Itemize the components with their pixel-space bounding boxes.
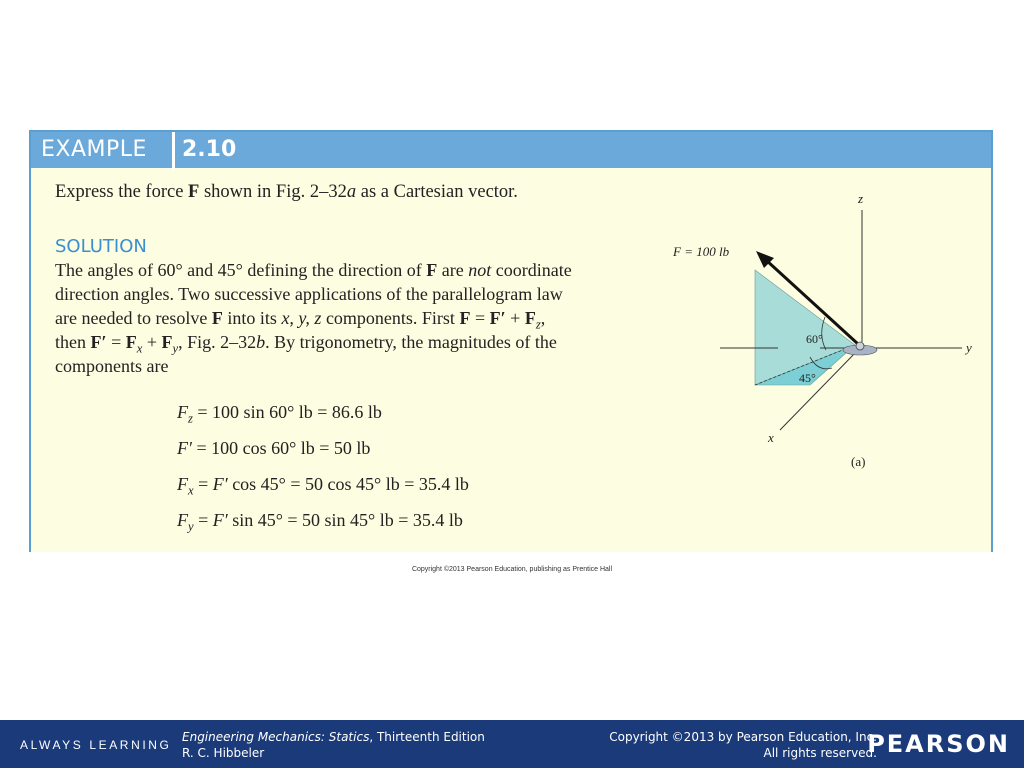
pin-icon [856, 342, 864, 350]
example-number: 2.10 [182, 137, 237, 162]
equation-fx: $F_x = F'$ cos 45° = 50 cos 45° lb = 35.4 lb [177, 474, 469, 498]
solution-line-4: then $F' = F_x + F_y$, Fig. 2–32b. By trigonometry, the magnitudes of the [55, 332, 557, 356]
figure-caption: (a) [851, 454, 866, 469]
solution-line-1: The angles of 60° and 45° defining the direction of F are not coordinate [55, 260, 572, 280]
z-axis-label: z [858, 191, 864, 206]
y-axis-label: y [966, 340, 972, 355]
example-divider [172, 132, 175, 170]
solution-line-2: direction angles. Two successive applications of the parallelogram law [55, 284, 563, 304]
equation-fz: $F_z = 100$ sin 60° lb = 86.6 lb [177, 402, 382, 426]
pearson-logo: PEARSON [867, 730, 1010, 758]
book-author: R. C. Hibbeler [182, 746, 265, 760]
angle-60-label: 60° [806, 332, 823, 346]
problem-statement: Express the force F shown in Fig. 2–32a as a Cartesian vector. [55, 182, 518, 202]
copyright-line-2: All rights reserved. [763, 746, 877, 760]
solution-heading: SOLUTION [55, 236, 147, 257]
force-diagram [660, 180, 990, 480]
always-learning-tagline: ALWAYS LEARNING [20, 738, 172, 752]
copyright-line-1: Copyright ©2013 by Pearson Education, Inc. [609, 730, 877, 744]
solution-line-3: are needed to resolve F into its x, y, z components. First $F = F' + F_z$, [55, 308, 546, 332]
force-label: F = 100 lb [673, 244, 730, 259]
equation-fprime: F′ = 100 cos 60° lb = 50 lb [177, 438, 371, 458]
equation-fy: $F_y = F'$ sin 45° = 50 sin 45° lb = 35.4 lb [177, 510, 463, 534]
solution-line-5: components are [55, 356, 169, 376]
copyright-info [609, 729, 877, 761]
book-edition: , Thirteenth Edition [369, 730, 485, 744]
example-label: EXAMPLE [41, 137, 147, 162]
x-axis-label: x [768, 430, 774, 445]
book-title: Engineering Mechanics: Statics [182, 730, 370, 744]
book-info [182, 729, 485, 761]
copyright-small: Copyright ©2013 Pearson Education, publishing as Prentice Hall [411, 566, 613, 573]
footer [0, 720, 1024, 768]
angle-45-label: 45° [799, 371, 816, 385]
example-header [31, 130, 991, 168]
